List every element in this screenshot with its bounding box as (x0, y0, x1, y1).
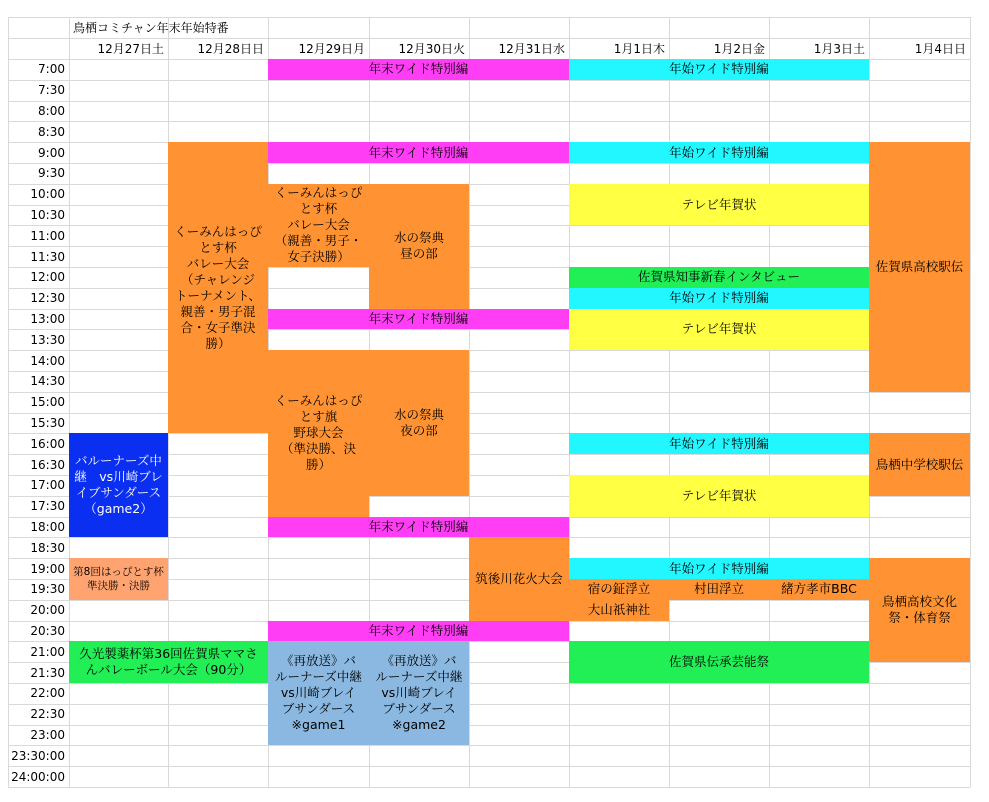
time-label[interactable]: 21:00 (30, 644, 65, 659)
time-label[interactable]: 19:30 (30, 582, 65, 597)
program-block[interactable]: テレビ年賀状 (569, 309, 869, 351)
program-block[interactable]: くーみんはっぴ とす杯 バレー大会 （親善・男子・ 女子決勝） (268, 184, 369, 267)
row-gridline (8, 371, 970, 372)
program-block[interactable]: 年末ワイド特別編 (268, 621, 569, 642)
program-block[interactable]: 第8回はっぴとす杯 準決勝・決勝 (69, 558, 168, 600)
row-gridline (8, 163, 970, 164)
day-header-4[interactable]: 12月30日火 (398, 42, 465, 56)
day-header-8[interactable]: 1月3日土 (813, 42, 865, 56)
time-label[interactable]: 11:30 (30, 249, 65, 264)
time-label[interactable]: 23:00 (30, 727, 65, 742)
time-label[interactable]: 23:30:00 (11, 748, 65, 763)
row-gridline (8, 704, 970, 705)
time-label[interactable]: 22:00 (30, 686, 65, 701)
program-block[interactable]: 年始ワイド特別編 (569, 142, 869, 163)
time-label[interactable]: 14:30 (30, 374, 65, 389)
program-block[interactable]: 鳥栖中学校駅伝 (869, 433, 970, 495)
program-block[interactable]: テレビ年賀状 (569, 475, 869, 517)
row-gridline (8, 246, 970, 247)
program-block[interactable]: 大山祇神社 (569, 600, 669, 621)
time-label[interactable]: 7:00 (38, 62, 65, 77)
time-label[interactable]: 19:00 (30, 561, 65, 576)
program-block[interactable]: 年始ワイド特別編 (569, 433, 869, 454)
time-label[interactable]: 12:30 (30, 291, 65, 306)
row-gridline (8, 766, 970, 767)
time-label[interactable]: 10:00 (30, 187, 65, 202)
row-gridline (8, 745, 970, 746)
program-block[interactable]: 年始ワイド特別編 (569, 59, 869, 80)
column-gridline (970, 17, 971, 787)
time-label[interactable]: 8:30 (38, 124, 65, 139)
time-label[interactable]: 18:30 (30, 540, 65, 555)
time-label[interactable]: 9:30 (38, 166, 65, 181)
time-label[interactable]: 10:30 (30, 207, 65, 222)
program-block[interactable]: 年末ワイド特別編 (268, 142, 569, 163)
time-label[interactable]: 24:00:00 (11, 769, 65, 784)
sheet-title[interactable]: 鳥栖コミチャン年末年始特番 (73, 20, 229, 35)
row-gridline (8, 787, 970, 788)
time-label[interactable]: 20:00 (30, 603, 65, 618)
day-header-1[interactable]: 12月27日土 (97, 42, 164, 56)
program-block[interactable]: 年末ワイド特別編 (268, 309, 569, 330)
program-block[interactable]: 年始ワイド特別編 (569, 288, 869, 309)
program-block[interactable]: テレビ年賀状 (569, 184, 869, 226)
time-label[interactable]: 7:30 (38, 83, 65, 98)
time-label[interactable]: 14:00 (30, 353, 65, 368)
time-label[interactable]: 8:00 (38, 103, 65, 118)
time-label[interactable]: 9:00 (38, 145, 65, 160)
column-gridline (869, 17, 870, 787)
time-label[interactable]: 13:30 (30, 332, 65, 347)
program-block[interactable]: くーみんはっぴ とす旗 野球大会 （準決勝、決 勝） (268, 350, 369, 516)
time-label[interactable]: 15:00 (30, 395, 65, 410)
program-block[interactable]: 佐賀県高校駅伝 (869, 142, 970, 392)
program-block[interactable]: 水の祭典 夜の部 (369, 350, 469, 496)
program-block[interactable]: 《再放送》バ ルーナーズ中継 vs川崎ブレイ ブサンダース ※game1 (268, 641, 369, 745)
day-header-9[interactable]: 1月4日日 (914, 42, 966, 56)
program-block[interactable]: 水の祭典 昼の部 (369, 184, 469, 309)
day-header-5[interactable]: 12月31日水 (498, 42, 565, 56)
day-header-6[interactable]: 1月1日木 (613, 42, 665, 56)
day-header-7[interactable]: 1月2日金 (713, 42, 765, 56)
time-label[interactable]: 12:00 (30, 270, 65, 285)
row-gridline (8, 121, 970, 122)
time-label[interactable]: 20:30 (30, 623, 65, 638)
row-gridline (8, 80, 970, 81)
program-block[interactable]: 年始ワイド特別編 (569, 558, 869, 579)
day-header-3[interactable]: 12月29日月 (298, 42, 365, 56)
program-block[interactable]: 佐賀県伝承芸能祭 (569, 641, 869, 683)
program-block[interactable]: 宿の鉦浮立 (569, 579, 669, 600)
day-header-2[interactable]: 12月28日日 (197, 42, 264, 56)
program-block[interactable]: くーみんはっぴ とす杯 バレー大会 （チャレンジ トーナメント、 親善・男子混 合・女子準決 勝） (168, 142, 268, 433)
time-label[interactable]: 22:30 (30, 707, 65, 722)
time-label[interactable]: 18:00 (30, 519, 65, 534)
time-label[interactable]: 11:00 (30, 228, 65, 243)
program-block[interactable]: 村田浮立 (669, 579, 769, 600)
time-label[interactable]: 21:30 (30, 665, 65, 680)
row-gridline (8, 225, 970, 226)
program-block[interactable]: 鳥栖高校文化 祭・体育祭 (869, 558, 970, 662)
row-gridline (8, 392, 970, 393)
row-gridline (8, 101, 970, 102)
time-label[interactable]: 17:00 (30, 478, 65, 493)
time-label[interactable]: 16:00 (30, 436, 65, 451)
time-label[interactable]: 15:30 (30, 415, 65, 430)
program-block[interactable]: 年末ワイド特別編 (268, 59, 569, 80)
row-gridline (8, 725, 970, 726)
column-gridline (469, 17, 470, 787)
row-gridline (8, 683, 970, 684)
program-block[interactable]: 緒方孝市BBC (769, 579, 869, 600)
program-block[interactable]: 年末ワイド特別編 (268, 517, 569, 538)
program-block[interactable]: 筑後川花火大会 (469, 537, 569, 620)
program-block[interactable]: バルーナーズ中 継 vs川崎ブレ イブサンダース （game2） (69, 433, 168, 537)
program-block[interactable]: 久光製薬杯第36回佐賀県ママさ んバレーボール大会（90分） (69, 641, 268, 683)
row-gridline (8, 350, 970, 351)
program-block[interactable]: 《再放送》バ ルーナーズ中継 vs川崎ブレイ ブサンダース ※game2 (369, 641, 469, 745)
program-block[interactable]: 佐賀県知事新春インタビュー (569, 267, 869, 288)
time-label[interactable]: 16:30 (30, 457, 65, 472)
row-gridline (8, 413, 970, 414)
time-label[interactable]: 17:30 (30, 499, 65, 514)
time-label[interactable]: 13:00 (30, 311, 65, 326)
